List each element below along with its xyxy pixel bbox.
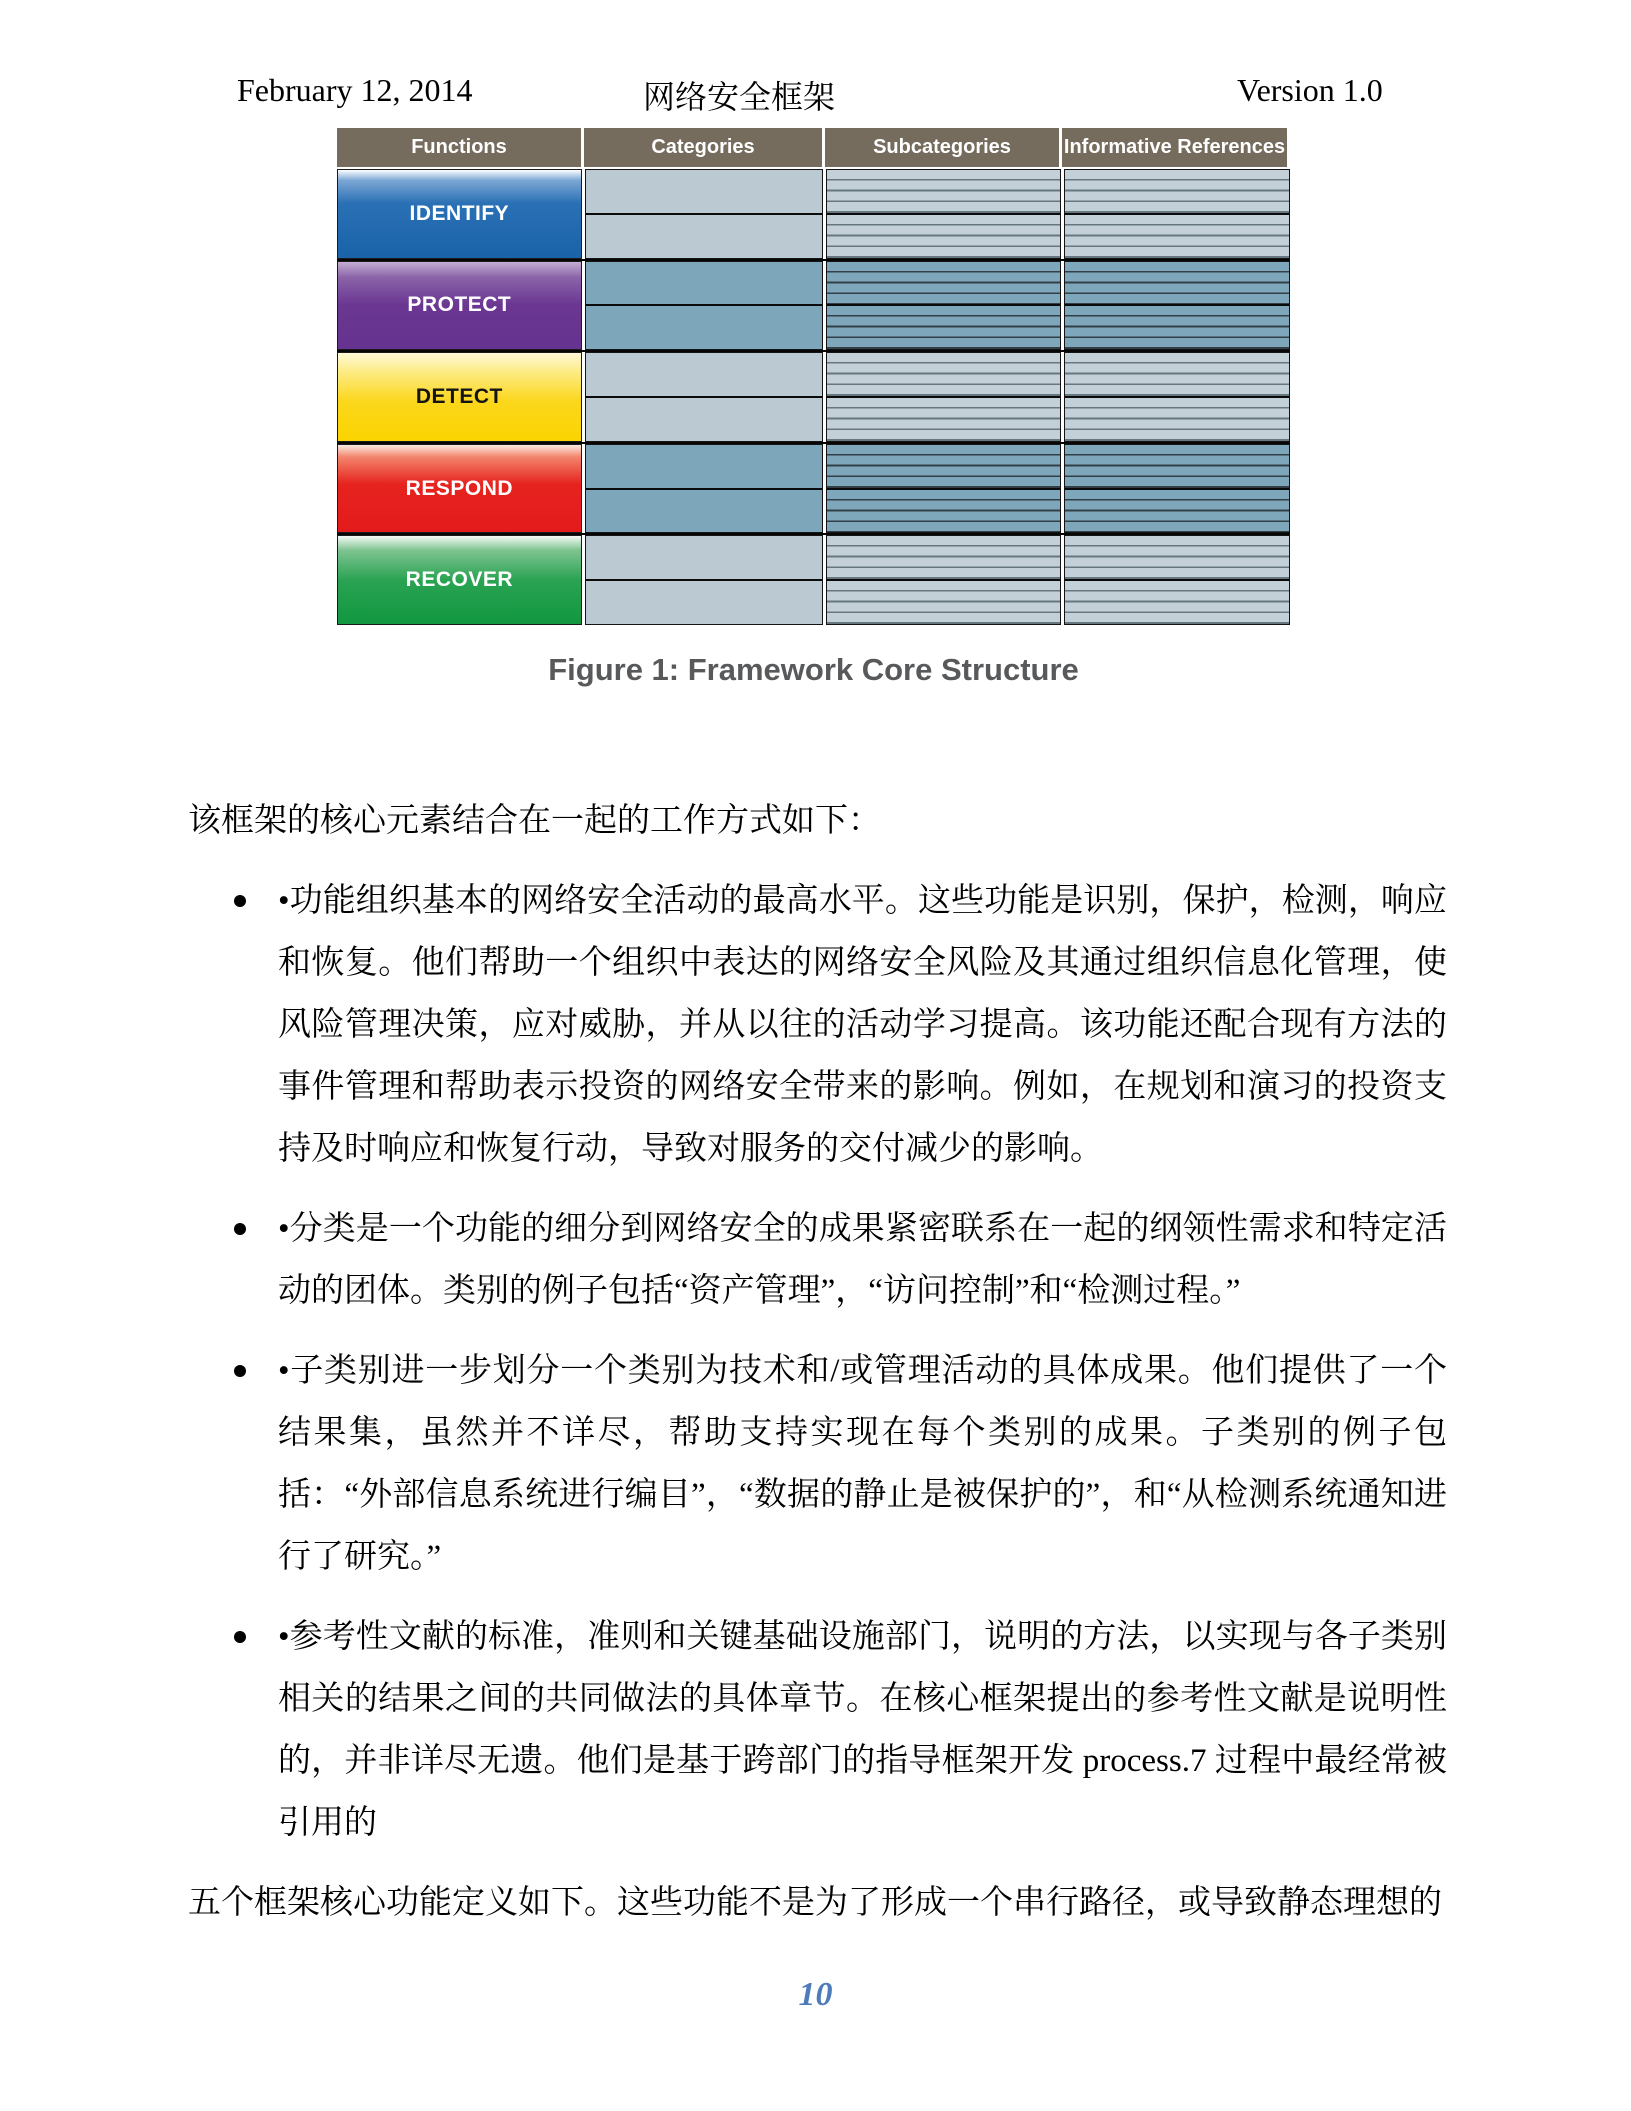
header-version: Version 1.0: [1237, 72, 1383, 108]
reference-row-group: [1065, 170, 1289, 213]
categories-cells: [585, 444, 824, 534]
section-identify: [337, 169, 1290, 259]
category-cell: [586, 353, 823, 396]
figure-body: [337, 169, 1290, 625]
bullet-item-subcategories: •子类别进一步划分一个类别为技术和/或管理活动的具体成果。他们提供了一个结果集，虽然并不详尽，帮助支持实现在每个类别的成果。子类别的例子包括：“外部信息系统进行编目”，“数据的静止是被保护的”，和“从检测系统通知进行了研究。”: [188, 1340, 1447, 1588]
reference-row-group: [1065, 579, 1289, 624]
closing-paragraph: 五个框架核心功能定义如下。这些功能不是为了形成一个串行路径，或导致静态理想的: [188, 1885, 1442, 1921]
subcategory-row-group: [827, 579, 1060, 624]
column-header-informative-references: Informative References: [1062, 128, 1287, 167]
page-number: 10: [798, 1976, 833, 2013]
column-header-subcategories: Subcategories: [825, 128, 1059, 167]
subcategory-row-group: [827, 396, 1060, 441]
category-cell: [586, 536, 823, 579]
section-detect: [337, 350, 1290, 442]
categories-cells: [585, 261, 824, 351]
subcategory-row-group: [827, 445, 1060, 488]
subcategory-row-group: [827, 488, 1060, 533]
category-cell: [586, 579, 823, 624]
reference-row-group: [1065, 536, 1289, 579]
column-header-functions: Functions: [337, 128, 581, 167]
bullet-item-informative-references: •参考性文献的标准，准则和关键基础设施部门，说明的方法，以实现与各子类别相关的结果之间的共同做法的具体章节。在核心框架提出的参考性文献是说明性的，并非详尽无遗。他们是基于跨部门的指导框架开发 process.7 过程中最经常被引用的: [188, 1606, 1447, 1854]
categories-cells: [585, 169, 824, 259]
category-cell: [586, 445, 823, 488]
references-cells: [1064, 444, 1290, 534]
category-cell: [586, 170, 823, 213]
references-cells: [1064, 261, 1290, 351]
subcategory-row-group: [827, 353, 1060, 396]
references-cells: [1064, 535, 1290, 625]
reference-row-group: [1065, 262, 1289, 305]
subcategories-cells: [826, 352, 1061, 442]
function-box-identify: IDENTIFY: [337, 169, 582, 259]
category-cell: [586, 213, 823, 258]
category-cell: [586, 396, 823, 441]
categories-cells: [585, 352, 824, 442]
references-cells: [1064, 352, 1290, 442]
reference-row-group: [1065, 353, 1289, 396]
subcategories-cells: [826, 169, 1061, 259]
reference-row-group: [1065, 304, 1289, 349]
subcategory-row-group: [827, 304, 1060, 349]
subcategories-cells: [826, 261, 1061, 351]
subcategory-row-group: [827, 536, 1060, 579]
references-cells: [1064, 169, 1290, 259]
reference-row-group: [1065, 213, 1289, 258]
function-box-protect: PROTECT: [337, 261, 582, 351]
reference-row-group: [1065, 445, 1289, 488]
header-date: February 12, 2014: [237, 72, 473, 108]
subcategory-row-group: [827, 262, 1060, 305]
section-recover: [337, 533, 1290, 625]
function-box-recover: RECOVER: [337, 535, 582, 625]
intro-paragraph: 该框架的核心元素结合在一起的工作方式如下：: [188, 803, 881, 839]
section-protect: [337, 259, 1290, 351]
subcategory-row-group: [827, 213, 1060, 258]
categories-cells: [585, 535, 824, 625]
bullet-list: [188, 870, 1447, 1854]
bullet-item-categories: •分类是一个功能的细分到网络安全的成果紧密联系在一起的纲领性需求和特定活动的团体。类别的例子包括“资产管理”，“访问控制”和“检测过程。”: [188, 1198, 1447, 1322]
column-header-categories: Categories: [584, 128, 822, 167]
section-respond: [337, 442, 1290, 534]
category-cell: [586, 488, 823, 533]
document-body: [188, 790, 1447, 1934]
function-box-respond: RESPOND: [337, 444, 582, 534]
header-document-title: 网络安全框架: [642, 79, 836, 115]
subcategories-cells: [826, 535, 1061, 625]
category-cell: [586, 262, 823, 305]
page-header: [0, 72, 1631, 115]
reference-row-group: [1065, 488, 1289, 533]
category-cell: [586, 304, 823, 349]
subcategories-cells: [826, 444, 1061, 534]
framework-core-figure: [337, 128, 1290, 625]
figure-header-row: [337, 128, 1290, 169]
subcategory-row-group: [827, 170, 1060, 213]
figure-caption: Figure 1: Framework Core Structure: [548, 652, 1079, 687]
bullet-item-functions: •功能组织基本的网络安全活动的最高水平。这些功能是识别，保护，检测，响应和恢复。他们帮助一个组织中表达的网络安全风险及其通过组织信息化管理，使风险管理决策，应对威胁，并从以往的活动学习提高。该功能还配合现有方法的事件管理和帮助表示投资的网络安全带来的影响。例如，在规划和演习的投资支持及时响应和恢复行动，导致对服务的交付减少的影响。: [188, 870, 1447, 1180]
reference-row-group: [1065, 396, 1289, 441]
function-box-detect: DETECT: [337, 352, 582, 442]
